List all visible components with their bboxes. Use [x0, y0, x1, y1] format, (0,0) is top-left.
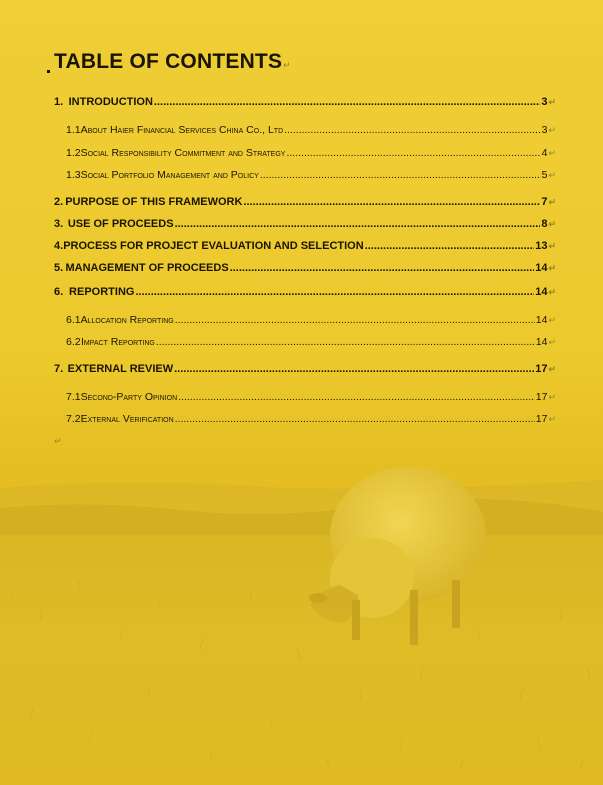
toc-entry-number: 6.1	[66, 314, 81, 326]
paragraph-mark: ↵	[548, 125, 556, 135]
toc-entry[interactable]	[66, 169, 556, 185]
toc-entry-page: 17	[535, 391, 548, 403]
toc-entry-title[interactable]: Social Responsibility Commitment and Strategy	[80, 147, 286, 159]
dot-leader	[243, 196, 540, 208]
toc-entry-number: 1.2	[66, 147, 81, 159]
toc-entry-page: 14	[535, 314, 548, 326]
toc-entry-number: 1.	[54, 96, 64, 108]
toc-entry-title[interactable]: INTRODUCTION	[68, 96, 153, 108]
toc-entry-number: 7.2	[66, 413, 81, 425]
dot-leader	[175, 413, 535, 425]
paragraph-mark: ↵	[548, 263, 556, 273]
toc-entry-page: 17	[535, 363, 548, 375]
toc-entry-title[interactable]: PURPOSE OF THIS FRAMEWORK	[65, 196, 243, 208]
toc-entry-title[interactable]: Allocation Reporting	[80, 314, 174, 326]
toc-entry-number: 2.	[54, 196, 64, 208]
dot-leader	[286, 147, 540, 159]
toc-entry-number: 6.2	[66, 336, 81, 348]
dot-leader	[135, 286, 534, 298]
paragraph-mark: ↵	[548, 414, 556, 424]
toc-entry-number: 3.	[54, 218, 64, 230]
toc-entry[interactable]	[66, 124, 556, 140]
paragraph-mark: ↵	[548, 287, 556, 297]
toc-entry[interactable]	[66, 413, 556, 429]
dot-leader	[365, 240, 535, 252]
paragraph-mark: ↵	[548, 148, 556, 158]
paragraph-mark: ↵	[548, 197, 556, 207]
toc-entry-number: 7.1	[66, 391, 81, 403]
dot-leader	[260, 169, 541, 181]
toc-entry-page: 13	[535, 240, 548, 252]
toc-entry-page: 14	[535, 286, 548, 298]
toc-entry-page: 8	[541, 218, 548, 230]
toc-entry-title[interactable]: External Verification	[80, 413, 174, 425]
toc-entry[interactable]	[54, 262, 556, 278]
toc-entry-title[interactable]: USE OF PROCEEDS	[67, 218, 174, 230]
paragraph-mark: ↵	[54, 436, 62, 446]
toc-entry-number: 5.	[54, 262, 64, 274]
paragraph-mark: ↵	[548, 241, 556, 251]
toc-title-text: TABLE OF CONTENTS	[54, 50, 283, 73]
toc-entry-page: 17	[535, 413, 548, 425]
toc-entry[interactable]	[66, 314, 556, 330]
toc-entry-page: 7	[541, 196, 548, 208]
toc-entry-page: 5	[541, 169, 548, 181]
toc-entry-title[interactable]: About Haier Financial Services China Co., Ltd	[80, 124, 284, 136]
dot-leader	[175, 218, 541, 230]
paragraph-mark: ↵	[548, 315, 556, 325]
dot-leader	[230, 262, 535, 274]
dot-leader	[156, 336, 535, 348]
dot-leader	[174, 363, 534, 375]
toc-entry-number: 4.	[54, 240, 64, 252]
toc-entry-number: 7.	[54, 363, 64, 375]
toc-entry-number: 1.3	[66, 169, 81, 181]
paragraph-mark: ↵	[548, 392, 556, 402]
toc-entry-title[interactable]: Impact Reporting	[80, 336, 155, 348]
paragraph-mark: ↵	[548, 364, 556, 374]
toc-entry-title[interactable]: Second-Party Opinion	[80, 391, 178, 403]
toc-entry[interactable]	[54, 96, 556, 112]
toc-entry-page: 3	[541, 124, 548, 136]
dot-leader	[178, 391, 535, 403]
dot-leader	[284, 124, 540, 136]
toc-entry-title[interactable]: Social Portfolio Management and Policy	[80, 169, 259, 181]
dot-leader	[154, 96, 540, 108]
toc-entry-number: 6.	[54, 286, 64, 298]
paragraph-mark: ↵	[548, 170, 556, 180]
toc-entry-title[interactable]: MANAGEMENT OF PROCEEDS	[65, 262, 229, 274]
toc-entry-page: 3	[541, 96, 548, 108]
toc-entry[interactable]	[54, 196, 556, 212]
toc-entry-title[interactable]: EXTERNAL REVIEW	[67, 363, 174, 375]
toc-entry[interactable]	[54, 286, 556, 302]
paragraph-mark: ↵	[283, 60, 291, 70]
toc-entry[interactable]	[54, 240, 556, 256]
dot-leader	[175, 314, 535, 326]
toc-entry-page: 14	[535, 336, 548, 348]
toc-entry-title[interactable]: PROCESS FOR PROJECT EVALUATION AND SELECTION	[63, 240, 364, 252]
paragraph-mark: ↵	[548, 219, 556, 229]
toc-entry-page: 4	[541, 147, 548, 159]
paragraph-mark: ↵	[548, 97, 556, 107]
toc-entry[interactable]	[66, 336, 556, 352]
title-bullet	[47, 70, 50, 73]
toc-entry[interactable]	[54, 218, 556, 234]
paragraph-mark: ↵	[548, 337, 556, 347]
toc-entry[interactable]	[66, 391, 556, 407]
toc-entry-page: 14	[535, 262, 548, 274]
toc-entry[interactable]	[54, 363, 556, 379]
toc-entry-title[interactable]: REPORTING	[69, 286, 135, 298]
toc-entry-number: 1.1	[66, 124, 81, 136]
toc-entry[interactable]	[66, 147, 556, 163]
toc-title	[54, 50, 291, 74]
